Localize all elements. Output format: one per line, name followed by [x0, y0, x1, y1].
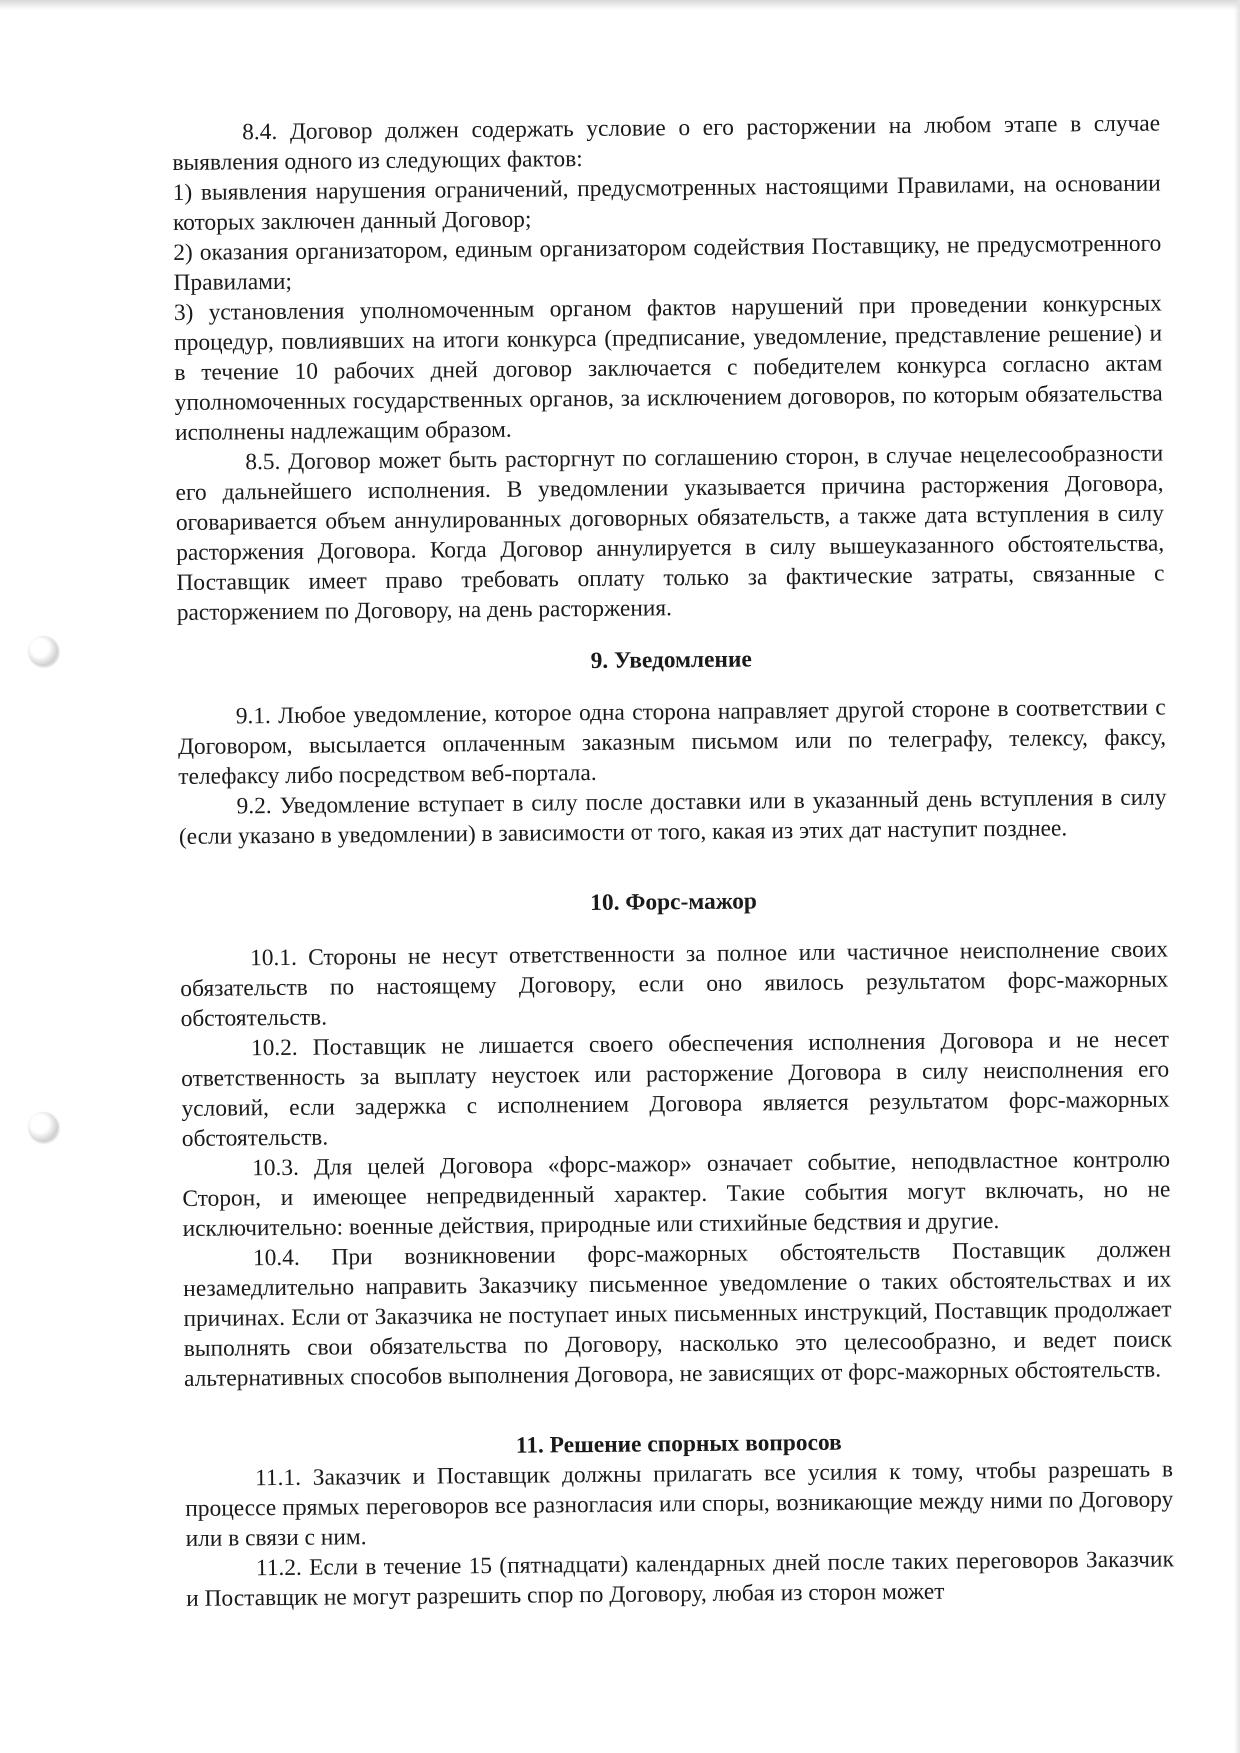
- clause-9-2: 9.2. Уведомление вступает в силу после доставки или в указанный день вступления в силу (если указано в уведомлении) в зависимости от того, какая из этих дат наступит позднее.: [178, 784, 1167, 850]
- punch-hole-mark: [28, 1112, 58, 1142]
- clause-8-4: 8.4. Договор должен содержать условие о его расторжении на любом этапе в случае выявления одного из следующих фактов:: [172, 110, 1161, 176]
- clause-8-5: 8.5. Договор может быть расторгнут по соглашению сторон, в случае нецелесообразности его дальнейшего исполнения. В уведомлении указывается причина расторжения Договора, оговаривается объем аннулированных договорных обязательств, а также дата вступления в силу расторжения Договора. Когда Договор аннулируется в силу вышеуказанного обстоятельства, Поставщик имеет право требовать оплату только за фактические затраты, связанные с расторжением по Договору, на день расторжения.: [175, 440, 1165, 626]
- punch-hole-mark: [28, 636, 58, 666]
- clause-10-1: 10.1. Стороны не несут ответственности за полное или частичное неисполнение своих обязательств по настоящему Договору, если оно явилось результатом форс-мажорных обстоятельств.: [180, 936, 1169, 1032]
- document-page: [172, 109, 1174, 1614]
- section-8: [172, 109, 1165, 628]
- section-heading: 10. Форс-мажор: [590, 888, 757, 917]
- section-heading: 9. Уведомление: [590, 646, 752, 675]
- scan-right-edge: [1234, 0, 1240, 1753]
- clause-10-2: 10.2. Поставщик не лишается своего обеспечения исполнения Договора и не несет ответственность за выплату неустоек или расторжение Договора в силу неисполнения его условий, если задержка с исполнением Договора является результатом форс-мажорных обстоятельств.: [181, 1026, 1170, 1152]
- clause-10-3: 10.3. Для целей Договора «форс-мажор» означает событие, неподвластное контролю Сторон, и имеющее непредвиденный характер. Такие события могут включать, но не исключительно: военные действия, природные или стихийные бедствия и другие.: [182, 1146, 1171, 1242]
- clause-11-1: 11.1. Заказчик и Поставщик должны прилагать все усилия к тому, чтобы разрешать в процессе прямых переговоров все разногласия или споры, возникающие между ними по Договору или в связи с ним.: [185, 1456, 1174, 1552]
- section-11: [185, 1424, 1175, 1613]
- section-10: [179, 882, 1172, 1393]
- list-item-3: 3) установления уполномоченным органом фактов нарушений при проведении конкурсных процедур, повлиявших на итоги конкурса (предписание, уведомление, представление решение) и в течение 10 рабочих дней договор заключается с победителем конкурса согласно актам уполномоченных государственных органов, за исключением договоров, по которым обязательства исполнены надлежащим образом.: [173, 290, 1163, 446]
- list-item-1: 1) выявления нарушения ограничений, предусмотренных настоящими Правилами, на основании которых заключен данный Договор;: [172, 170, 1161, 236]
- clause-10-4: 10.4. При возникновении форс-мажорных обстоятельств Поставщик должен незамедлительно направить Заказчику письменное уведомление о таких обстоятельствах и их причинах. Если от Заказчика не поступает иных письменных инструкций, Поставщик продолжает выполнять свои обязательства по Договору, насколько это целесообразно, и ведет поиск альтернативных способов выполнения Договора, не зависящих от форс-мажорных обстоятельств.: [183, 1236, 1172, 1392]
- clause-9-1: 9.1. Любое уведомление, которое одна сторона направляет другой стороне в соответствии с Договором, высылается оплаченным заказным письмом или по телеграфу, телексу, факсу, телефаксу либо посредством веб-портала.: [177, 694, 1167, 790]
- list-item-2: 2) оказания организатором, единым организатором содействия Поставщику, не предусмотренного Правилами;: [173, 230, 1162, 296]
- section-9: [177, 640, 1167, 851]
- scan-top-edge: [0, 0, 1240, 10]
- section-heading: 11. Решение спорных вопросов: [515, 1429, 842, 1459]
- clause-11-2: 11.2. Если в течение 15 (пятнадцати) календарных дней после таких переговоров Заказчик и Поставщик не могут разрешить спор по Договору, любая из сторон может: [186, 1546, 1175, 1612]
